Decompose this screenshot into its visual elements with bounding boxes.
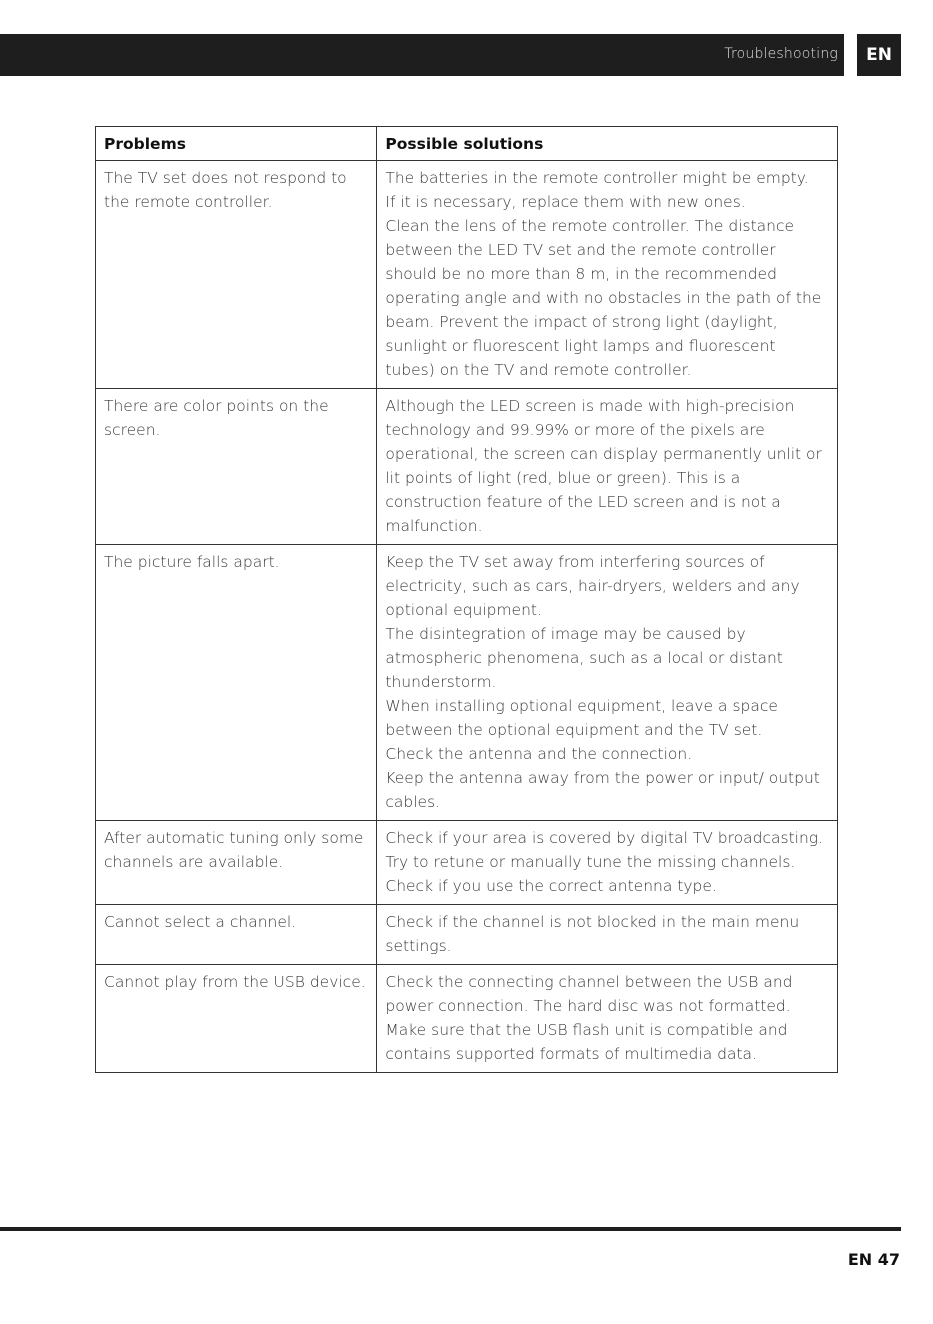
table-row <box>96 905 838 965</box>
problem-cell: After automatic tuning only some channels are available. <box>96 821 377 905</box>
column-header-solutions: Possible solutions <box>377 127 838 161</box>
table-header-row <box>96 127 838 161</box>
table-row <box>96 821 838 905</box>
table-row <box>96 161 838 389</box>
solution-text: Clean the lens of the remote controller. The distance between the LED TV set and the remote controller should be no more than 8 m, in the recommended operating angle and with no obstacles in the path of the beam. Prevent the impact of strong light (daylight, sunlight or fluorescent light lamps and fluorescent tubes) on the TV and remote controller. <box>385 217 822 379</box>
language-badge: EN <box>857 34 901 76</box>
table-row <box>96 545 838 821</box>
problem-cell: Cannot select a channel. <box>96 905 377 965</box>
solution-text: Keep the antenna away from the power or input/ output cables. <box>385 769 820 811</box>
table-row <box>96 389 838 545</box>
solution-text: Check if the channel is not blocked in the main menu settings. <box>385 913 800 955</box>
solution-cell <box>377 965 838 1073</box>
solution-text: Check the connecting channel between the USB and power connection. The hard disc was not formatted. Make sure that the USB flash unit is compatible and contains supported formats of multimedia data. <box>385 973 793 1063</box>
problem-cell: Cannot play from the USB device. <box>96 965 377 1073</box>
problem-cell: The TV set does not respond to the remote controller. <box>96 161 377 389</box>
column-header-problems: Problems <box>96 127 377 161</box>
solution-text: Check the antenna and the connection. <box>385 745 693 763</box>
page-number: EN 47 <box>847 1250 900 1269</box>
solution-text: When installing optional equipment, leave a space between the optional equipment and the TV set. <box>385 697 778 739</box>
solution-text: Check if your area is covered by digital TV broadcasting. Try to retune or manually tune the missing channels. <box>385 829 824 871</box>
table-row <box>96 965 838 1073</box>
solution-text: The disintegration of image may be caused by atmospheric phenomena, such as a local or distant thunderstorm. <box>385 625 783 691</box>
troubleshooting-table <box>95 126 838 1073</box>
solution-text: Check if you use the correct antenna type. <box>385 877 717 895</box>
problem-cell: The picture falls apart. <box>96 545 377 821</box>
solution-cell <box>377 821 838 905</box>
header-bar <box>0 34 844 76</box>
solution-cell <box>377 389 838 545</box>
problem-cell: There are color points on the screen. <box>96 389 377 545</box>
solution-text: The batteries in the remote controller might be empty. <box>385 169 809 187</box>
section-title: Troubleshooting <box>724 46 838 62</box>
solution-text: Keep the TV set away from interfering sources of electricity, such as cars, hair-dryers, welders and any optional equipment. <box>385 553 800 619</box>
solution-text: Although the LED screen is made with high-precision technology and 99.99% or more of the pixels are operational, the screen can display permanently unlit or lit points of light (red, blue or green). This is a construction feature of the LED screen and is not a malfunction. <box>385 397 822 535</box>
solution-cell <box>377 545 838 821</box>
solution-cell <box>377 161 838 389</box>
footer-divider <box>0 1227 901 1231</box>
solution-text: If it is necessary, replace them with new ones. <box>385 193 746 211</box>
solution-cell <box>377 905 838 965</box>
